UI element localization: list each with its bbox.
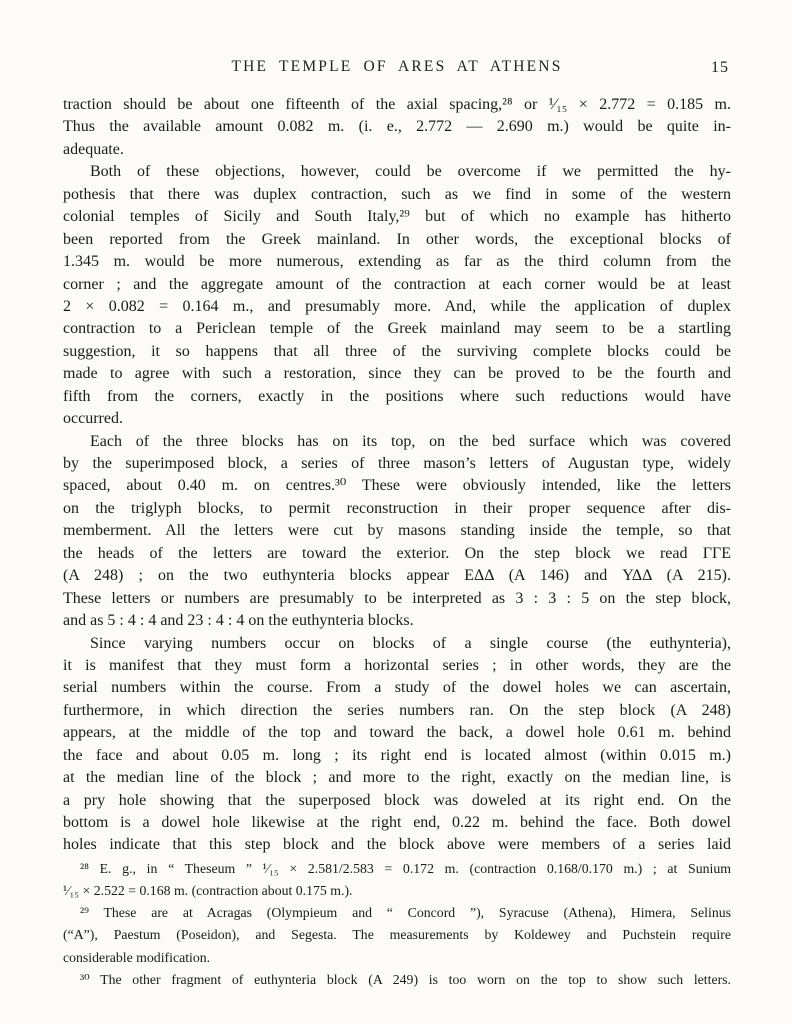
text-line: ¹⁄₁₅ × 2.522 = 0.168 m. (contraction about 0.175 m.). <box>63 883 353 899</box>
text-line: (“A”), Paestum (Poseidon), and Segesta. The measurements by Koldewey and Puchstein require <box>63 927 731 943</box>
text-line: traction should be about one fifteenth of the axial spacing,²⁸ or ¹⁄₁₅ × 2.772 = 0.185 m. <box>63 96 731 113</box>
text-line: considerable modification. <box>63 949 211 965</box>
text-line: (A 248) ; on the two euthynteria blocks appear ΕΔΔ (A 146) and ΥΔΔ (A 215). <box>63 567 731 585</box>
text-line: ³⁰ The other fragment of euthynteria block (A 249) is too worn on the top to show such letters. <box>80 971 731 987</box>
text-line: Each of the three blocks has on its top, on the bed surface which was covered <box>90 432 731 450</box>
body-text <box>63 94 731 857</box>
text-line: 1.345 m. would be more numerous, extending as far as the third column from the <box>63 253 731 271</box>
text-line: it is manifest that they must form a horizontal series ; in other words, they are the <box>63 656 731 674</box>
text-line: been reported from the Greek mainland. In other words, the exceptional blocks of <box>63 230 731 248</box>
text-line: pothesis that there was duplex contraction, such as we find in some of the western <box>63 185 731 203</box>
paragraph <box>63 431 731 633</box>
text-line: Since varying numbers occur on blocks of a single course (the euthynteria), <box>90 634 731 652</box>
text-line: adequate. <box>63 140 124 158</box>
text-line: ²⁹ These are at Acragas (Olympieum and “ Concord ”), Syracuse (Athena), Himera, Selinus <box>80 905 731 921</box>
paragraph <box>63 633 731 857</box>
text-line: memberment. All the letters were cut by masons standing inside the temple, so that <box>63 522 731 540</box>
text-line: a pry hole showing that the superposed block was doweled at its right end. On the <box>63 791 731 809</box>
text-line: Both of these objections, however, could be overcome if we permitted the hy- <box>90 163 731 181</box>
text-line: at the median line of the block ; and more to the right, exactly on the median line, is <box>63 769 731 787</box>
text-line: bottom is a dowel hole likewise at the right end, 0.22 m. behind the face. Both dowel <box>63 814 731 831</box>
text-line: These letters or numbers are presumably to be interpreted as 3 : 3 : 5 on the step block, <box>63 589 731 607</box>
text-line: ²⁸ E. g., in “ Theseum ” ¹⁄₁₅ × 2.581/2.583 = 0.172 m. (contraction 0.168/0.170 m.) ; at Sunium <box>80 860 731 876</box>
text-line: suggestion, it so happens that all three of the surviving complete blocks could be <box>63 342 731 360</box>
text-line: corner ; and the aggregate amount of the contraction at each corner would be at least <box>63 275 731 293</box>
paragraph <box>63 161 731 430</box>
text-line: the face and about 0.05 m. long ; its right end is located almost (within 0.015 m.) <box>63 746 731 764</box>
footnotes <box>63 858 731 991</box>
text-line: spaced, about 0.40 m. on centres.³⁰ These were obviously intended, like the letters <box>63 477 731 495</box>
text-line: by the superimposed block, a series of three mason’s letters of Augustan type, widely <box>63 455 731 472</box>
text-line: contraction to a Periclean temple of the Greek mainland may seem to be a startling <box>63 320 731 338</box>
page-number: 15 <box>711 59 729 76</box>
paragraph <box>63 902 731 969</box>
text-line: colonial temples of Sicily and South Italy,²⁹ but of which no example has hitherto <box>63 208 731 226</box>
text-line: furthermore, in which direction the series numbers ran. On the step block (A 248) <box>63 701 731 719</box>
paragraph <box>63 858 731 902</box>
text-line: on the triglyph blocks, to permit reconstruction in their proper sequence after dis- <box>63 499 731 517</box>
text-line: the heads of the letters are toward the exterior. On the step block we read ΓΓΕ <box>63 544 731 562</box>
text-line: and as 5 : 4 : 4 and 23 : 4 : 4 on the euthynteria blocks. <box>63 612 414 630</box>
page-header <box>63 58 731 80</box>
text-line: 2 × 0.082 = 0.164 m., and presumably more. And, while the application of duplex <box>63 297 731 315</box>
text-line: serial numbers within the course. From a study of the dowel holes we can ascertain, <box>63 679 731 697</box>
running-title: THE TEMPLE OF ARES AT ATHENS <box>231 58 563 75</box>
paragraph <box>63 94 731 161</box>
paragraph <box>63 969 731 991</box>
text-line: fifth from the corners, exactly in the positions where such reductions would have <box>63 387 731 405</box>
text-line: Thus the available amount 0.082 m. (i. e., 2.772 — 2.690 m.) would be quite in- <box>63 118 731 136</box>
text-line: made to agree with such a restoration, since they can be proved to be the fourth and <box>63 365 731 383</box>
text-line: occurred. <box>63 410 123 428</box>
text-line: appears, at the middle of the top and toward the back, a dowel hole 0.61 m. behind <box>63 724 731 742</box>
text-line: holes indicate that this step block and the block above were members of a series laid <box>63 836 731 854</box>
